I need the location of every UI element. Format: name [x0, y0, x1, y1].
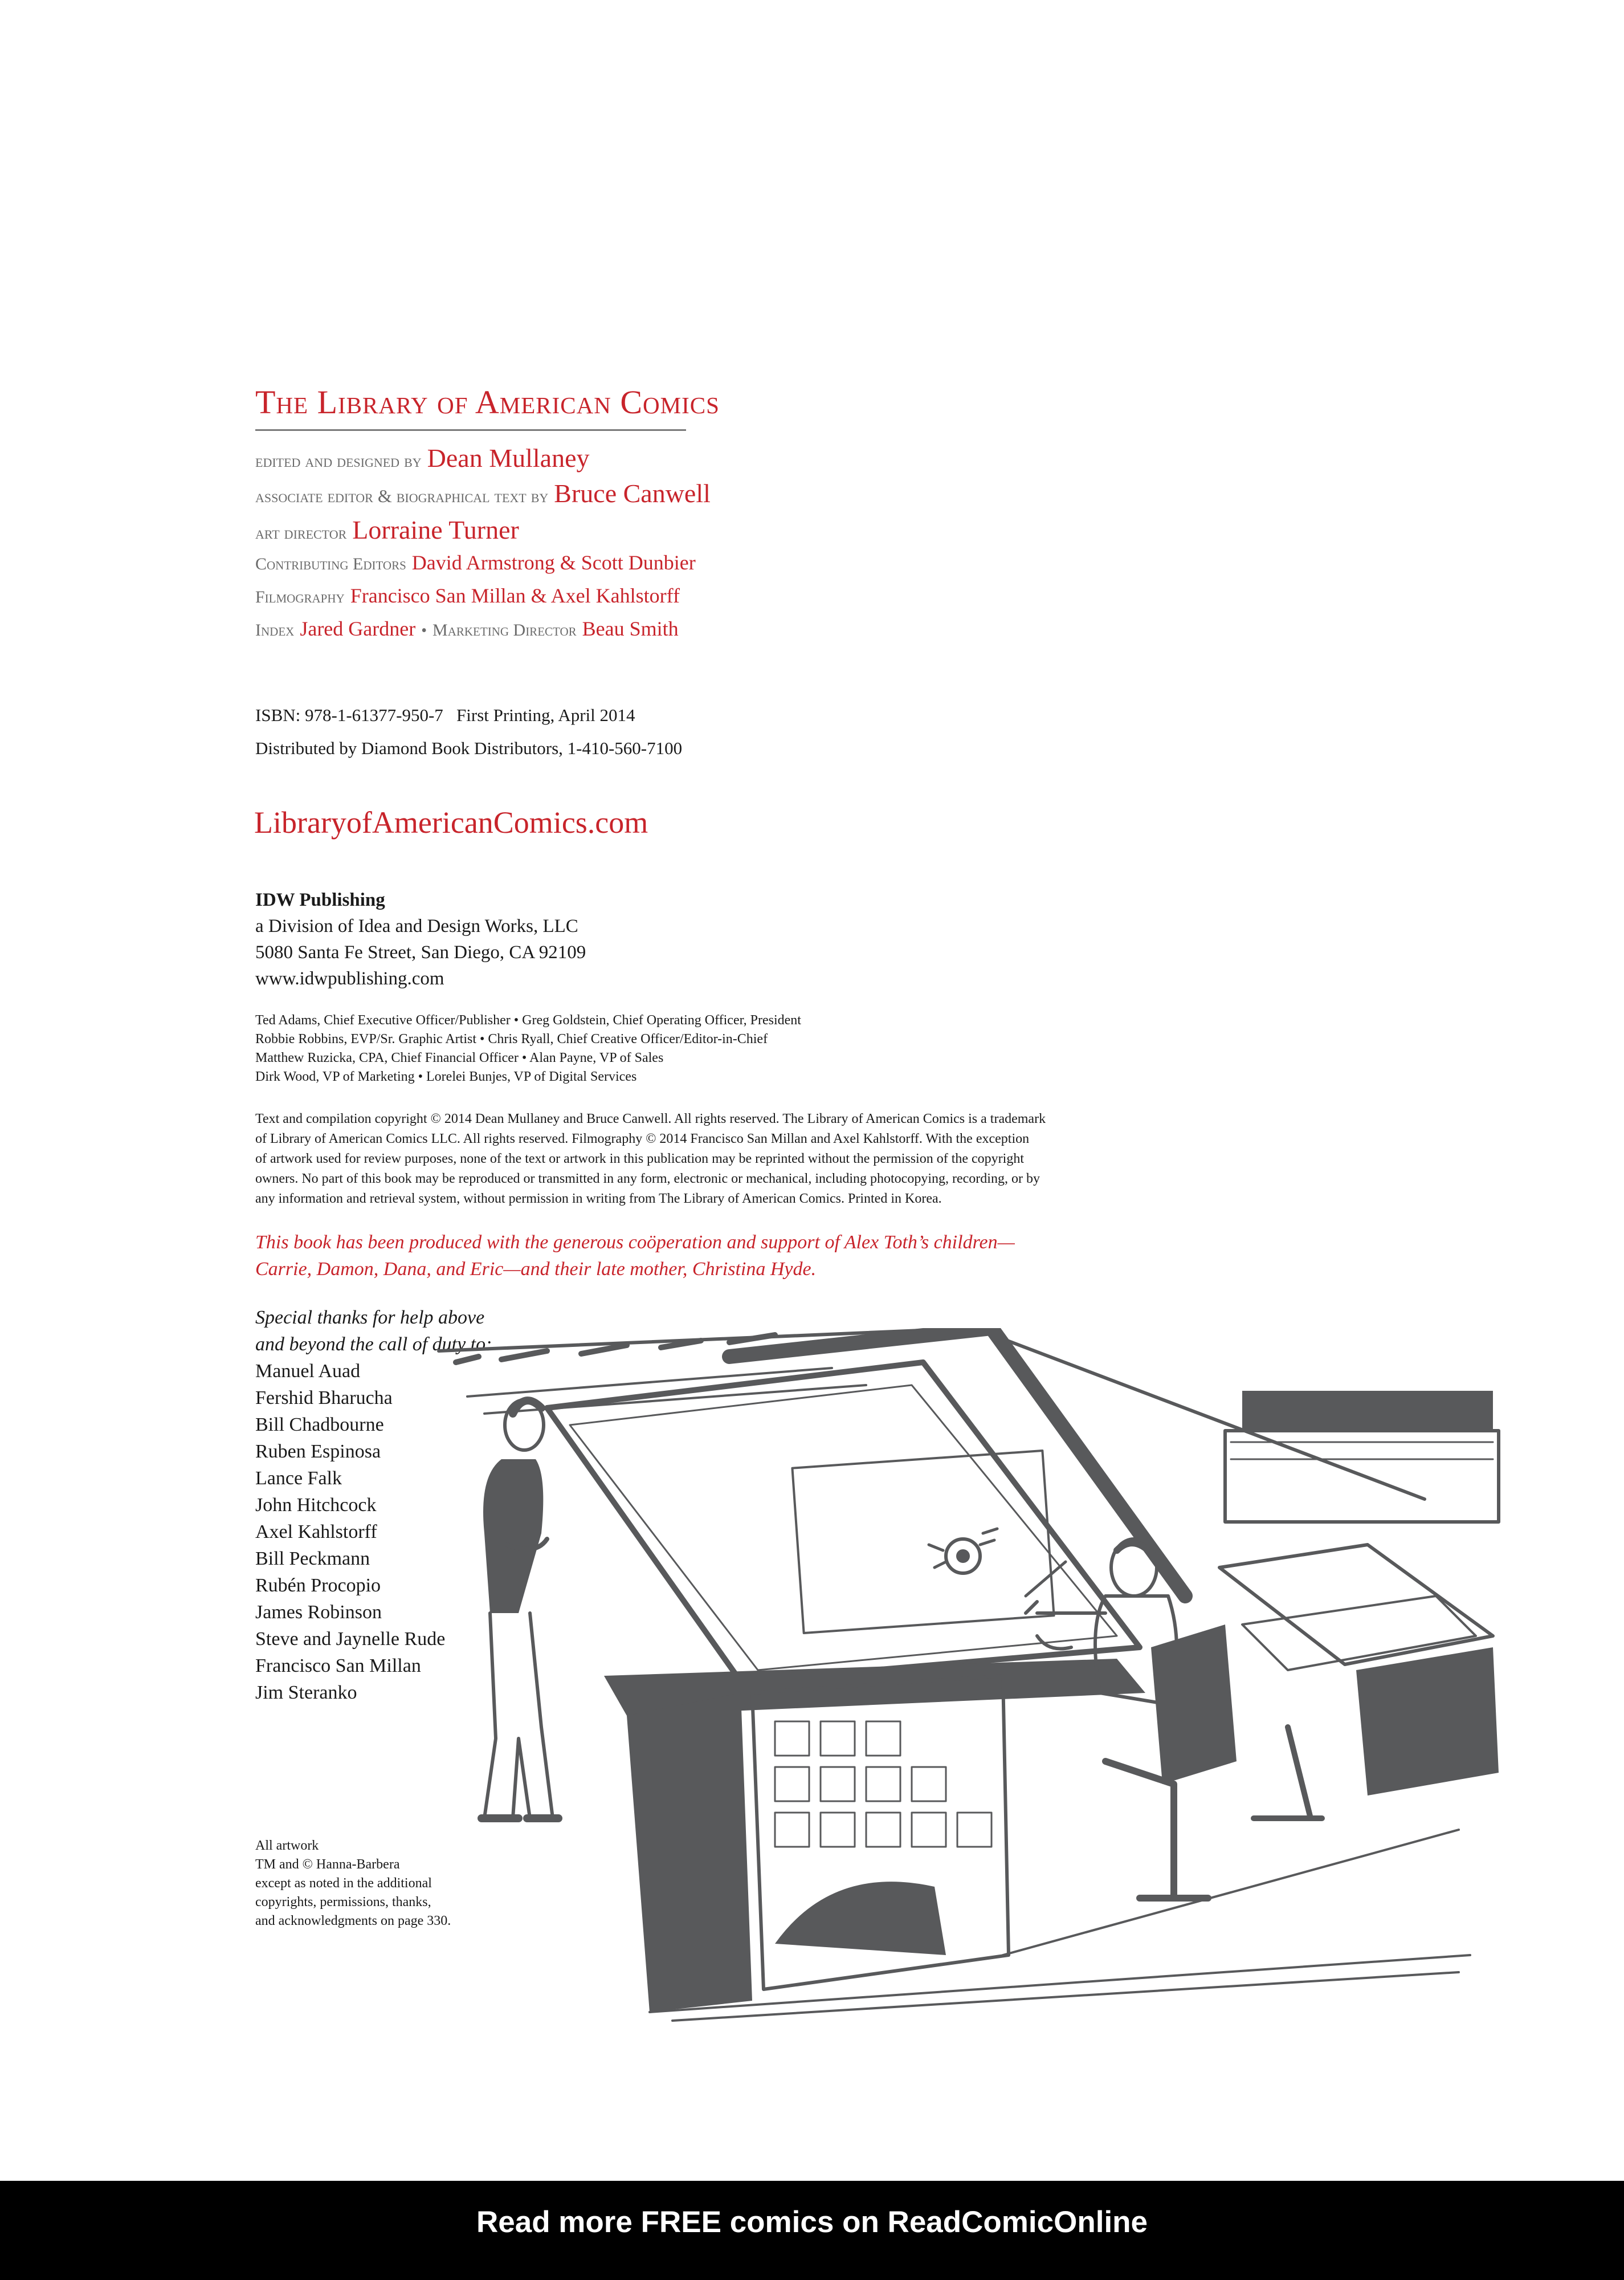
cooperation-line: Carrie, Damon, Dana, and Eric—and their late mother, Christina Hyde.	[255, 1259, 817, 1280]
artwork-note-line: All artwork	[255, 1838, 319, 1853]
supply-cabinet	[627, 1676, 1009, 2012]
thanks-intro: Special thanks for help above and beyond the call of duty to:	[255, 1307, 492, 1355]
copyright-notice	[255, 1109, 1178, 1209]
credit-editor	[255, 442, 711, 478]
artwork-copyright-note	[255, 1837, 451, 1931]
printing: First Printing, April 2014	[456, 705, 635, 725]
thanks-name: Ruben Espinosa	[255, 1441, 381, 1462]
publisher-division: a Division of Idea and Design Works, LLC	[255, 916, 578, 937]
publisher-name: IDW Publishing	[255, 890, 385, 910]
publication-info	[255, 699, 682, 765]
publisher-block	[255, 887, 586, 992]
officer-line: Ted Adams, Chief Executive Officer/Publisher • Greg Goldstein, Chief Operating Officer, President	[255, 1013, 801, 1028]
cooperation-line: This book has been produced with the generous coöperation and support of Alex Toth’s children—	[255, 1232, 1015, 1253]
credit-name: Beau Smith	[582, 617, 679, 640]
thanks-name: Jim Steranko	[255, 1682, 357, 1703]
credits-block	[255, 442, 711, 650]
publisher-address: 5080 Santa Fe Street, San Diego, CA 92109	[255, 942, 586, 963]
credit-index-marketing	[255, 617, 711, 650]
thanks-name: Axel Kahlstorff	[255, 1521, 377, 1542]
credit-role: Marketing Director	[432, 621, 577, 640]
artwork-note-line: TM and © Hanna-Barbera	[255, 1857, 400, 1872]
credit-role: Filmography	[255, 588, 345, 606]
floor-hatching	[650, 1830, 1470, 2021]
copyright-line: owners. No part of this book may be reproduced or transmitted in any form, electronic or mechanical, including photocopying, recording, or by	[255, 1171, 1040, 1186]
thanks-name: Lance Falk	[255, 1468, 342, 1489]
footer-banner[interactable]: Read more FREE comics on ReadComicOnline	[0, 2181, 1624, 2280]
thanks-name: Rubén Procopio	[255, 1575, 381, 1596]
thanks-name: Bill Peckmann	[255, 1548, 370, 1569]
credit-associate-editor	[255, 478, 711, 514]
isbn: ISBN: 978-1-61377-950-7	[255, 705, 443, 725]
credit-name: Bruce Canwell	[554, 479, 711, 508]
bullet-separator: •	[421, 622, 427, 640]
thanks-name: Bill Chadbourne	[255, 1414, 384, 1435]
officer-line: Matthew Ruzicka, CPA, Chief Financial Officer • Alan Payne, VP of Sales	[255, 1051, 664, 1065]
website-link[interactable]: LibraryofAmericanComics.com	[254, 805, 648, 840]
copyright-line: any information and retrieval system, without permission in writing from The Library of American Comics. Printed in Korea.	[255, 1191, 942, 1206]
officers-list	[255, 1011, 801, 1086]
credit-art-director	[255, 514, 711, 551]
credit-name: Jared Gardner	[300, 617, 416, 640]
credit-role: Index	[255, 621, 295, 640]
artwork-note-line: and acknowledgments on page 330.	[255, 1913, 451, 1928]
studio-illustration	[433, 1328, 1501, 2023]
thanks-name: Fershid Bharucha	[255, 1387, 393, 1408]
cooperation-note	[255, 1229, 1015, 1282]
distributor: Distributed by Diamond Book Distributors, 1-410-560-7100	[255, 738, 683, 758]
copyright-line: of Library of American Comics LLC. All rights reserved. Filmography © 2014 Francisco San Millan and Axel Kahlstorff. With the exception	[255, 1131, 1030, 1146]
imprint-divider	[255, 429, 686, 431]
credit-contributing-editors	[255, 551, 711, 584]
credit-role: associate editor & biographical text by	[255, 486, 549, 506]
artwork-note-line: copyrights, permissions, thanks,	[255, 1895, 431, 1909]
officer-line: Dirk Wood, VP of Marketing • Lorelei Bunjes, VP of Digital Services	[255, 1069, 637, 1084]
thanks-name: Manuel Auad	[255, 1361, 361, 1382]
officer-line: Robbie Robbins, EVP/Sr. Graphic Artist • Chris Ryall, Chief Creative Officer/Editor-in-Chief	[255, 1032, 768, 1047]
copyright-line: Text and compilation copyright © 2014 Dean Mullaney and Bruce Canwell. All rights reserved. The Library of American Comics is a trademark	[255, 1112, 1046, 1126]
publisher-url[interactable]: www.idwpublishing.com	[255, 968, 444, 989]
credit-role: edited and designed by	[255, 450, 422, 471]
credit-filmography	[255, 584, 711, 617]
imprint-masthead	[255, 383, 720, 431]
copyright-line: of artwork used for review purposes, none of the text or artwork in this publication may be reprinted without the permission of the copyright	[255, 1151, 1025, 1166]
credit-name: Lorraine Turner	[352, 515, 519, 544]
thanks-name: James Robinson	[255, 1602, 382, 1623]
artwork-note-line: except as noted in the additional	[255, 1876, 432, 1891]
credit-name: Francisco San Millan & Axel Kahlstorff	[350, 584, 680, 607]
imprint-title: The Library of American Comics	[255, 384, 720, 421]
side-drafting-table	[1219, 1545, 1499, 1818]
credit-name: Dean Mullaney	[427, 443, 590, 473]
thanks-name: Steve and Jaynelle Rude	[255, 1628, 446, 1650]
thanks-name: John Hitchcock	[255, 1495, 377, 1516]
credit-role: art director	[255, 522, 347, 543]
standing-figure	[482, 1400, 558, 1818]
credit-role: Contributing Editors	[255, 555, 406, 573]
thanks-name: Francisco San Millan	[255, 1655, 421, 1676]
credit-name: David Armstrong & Scott Dunbier	[411, 551, 696, 574]
